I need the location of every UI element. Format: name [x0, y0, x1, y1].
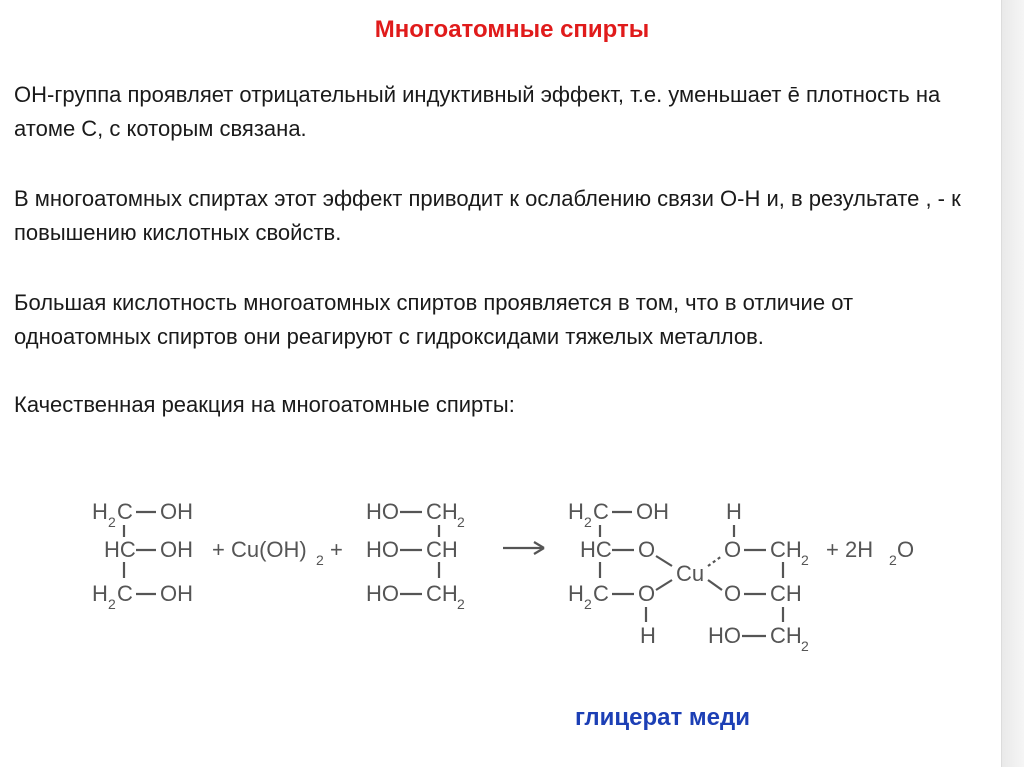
formula-text: + Cu(OH) [212, 537, 307, 562]
formula-text: C [593, 581, 609, 606]
formula-subscript: 2 [457, 514, 465, 530]
formula-text: HC [104, 537, 136, 562]
formula-text: HO [366, 537, 399, 562]
bond [656, 580, 672, 590]
glycerol-left [92, 499, 193, 612]
coordination-bond [708, 556, 722, 566]
formula-text: H [92, 581, 108, 606]
formula-text: CH [770, 581, 802, 606]
formula-text: C [117, 499, 133, 524]
reagent-copper-hydroxide [212, 537, 343, 568]
formula-subscript: 2 [457, 596, 465, 612]
copper-glycerate [568, 499, 809, 654]
formula-text: OH [636, 499, 669, 524]
formula-text: O [638, 537, 656, 562]
formula-text: H [568, 581, 584, 606]
formula-text: CH [770, 537, 802, 562]
formula-subscript: 2 [889, 552, 897, 568]
formula-text: + 2H [826, 537, 874, 562]
formula-text: HO [708, 623, 741, 648]
formula-text: H [726, 499, 742, 524]
paragraph-polyol-acidity: В многоатомных спиртах этот эффект приводит к ослаблению связи О-Н и, в результате , - к повышению кислотных свойств. [14, 186, 961, 245]
formula-text: OH [160, 537, 193, 562]
formula-text: O [897, 537, 915, 562]
formula-text: HC [580, 537, 612, 562]
bond [656, 556, 672, 566]
formula-subscript: 2 [108, 596, 116, 612]
formula-subscript: 2 [584, 514, 592, 530]
formula-subscript: 2 [316, 552, 324, 568]
formula-subscript: 2 [801, 638, 809, 654]
water-product [826, 537, 914, 568]
formula-text: CH [426, 499, 458, 524]
formula-text: H [568, 499, 584, 524]
formula-text: O [724, 537, 742, 562]
formula-text: C [117, 581, 133, 606]
formula-text: OH [160, 581, 193, 606]
reaction-arrow [503, 542, 544, 554]
formula-text: OH [160, 499, 193, 524]
formula-text: CH [426, 581, 458, 606]
glycerol-right [366, 499, 465, 612]
formula-text: H [640, 623, 656, 648]
formula-text: Cu [676, 561, 705, 586]
formula-subscript: 2 [108, 514, 116, 530]
formula-text: HO [366, 499, 399, 524]
formula-subscript: 2 [584, 596, 592, 612]
formula-text: H [92, 499, 108, 524]
formula-text: C [593, 499, 609, 524]
product-caption: глицерат меди [575, 704, 751, 731]
paragraph-oh-effect: ОН-группа проявляет отрицательный индуктивный эффект, т.е. уменьшает ē плотность на атоме С, с которым связана. [14, 82, 941, 141]
slide-title: Многоатомные спирты [374, 16, 650, 43]
paragraph-qualitative-reaction: Качественная реакция на многоатомные спирты: [14, 392, 515, 417]
formula-text: O [638, 581, 656, 606]
formula-text: O [724, 581, 742, 606]
formula-text: HO [366, 581, 399, 606]
formula-text: CH [426, 537, 458, 562]
formula-subscript: 2 [801, 552, 809, 568]
bond [708, 580, 722, 590]
formula-text: + [330, 537, 343, 562]
formula-text: CH [770, 623, 802, 648]
paragraph-heavy-metal-reaction: Большая кислотность многоатомных спиртов проявляется в том, что в отличие от одноатомных спиртов они реагируют с гидроксидами тяжелых металлов. [14, 290, 854, 349]
